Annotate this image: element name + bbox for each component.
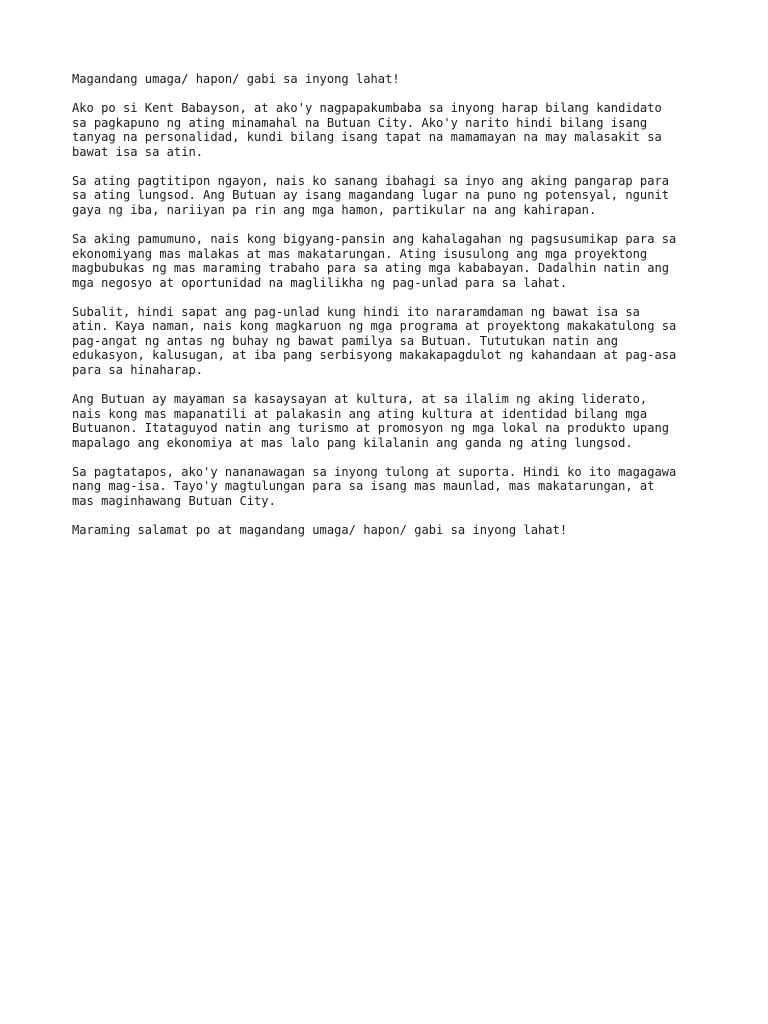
- paragraph-vision: Sa ating pagtitipon ngayon, nais ko sanang ibahagi sa inyo ang aking pangarap para sa ating lungsod. Ang Butuan ay isang magandang lugar na puno ng potensyal, ngunit gaya ng iba, nariiyan pa rin ang mga hamon, partikular na ang kahirapan.: [72, 173, 670, 217]
- paragraph-social-services: Subalit, hindi sapat ang pag-unlad kung hindi ito nararamdaman ng bawat isa sa atin. Kaya naman, nais kong magkaruon ng mga programa at proyektong makakatulong sa pag-angat ng antas ng buhay ng bawat pamilya sa Butuan. Tututukan natin ang edukasyon, kalusugan, at iba pang serbisyong makakapagdulot ng kahandaan at pag-asa para sa hinaharap.: [72, 304, 677, 378]
- closing-line: Maraming salamat po at magandang umaga/ hapon/ gabi sa inyong lahat!: [72, 522, 568, 537]
- paragraph-culture: Ang Butuan ay mayaman sa kasaysayan at kultura, at sa ilalim ng aking liderato, nais kong mas mapanatili at palakasin ang ating kultura at identidad bilang mga Butuanon. Itataguyod natin ang turismo at promosyon ng mga lokal na produkto upang mapalago ang ekonomiya at mas lalo pang kilalanin ang ganda ng ating lungsod.: [72, 392, 670, 450]
- greeting-line: Magandang umaga/ hapon/ gabi sa inyong lahat!: [72, 72, 400, 86]
- paragraph-call-to-action: Sa pagtatapos, ako'y nananawagan sa inyong tulong at suporta. Hindi ko ito magagawa nang mag-isa. Tayo'y magtulungan para sa isang mas maunlad, mas makatarungan, at mas maginhawang Butuan City.: [72, 464, 677, 508]
- paragraph-economy: Sa aking pamumuno, nais kong bigyang-pansin ang kahalagahan ng pagsusumikap para sa ekonomiyang mas malakas at mas makatarungan. Ating isusulong ang mga proyektong magbubukas ng mas maraming trabaho para sa ating mga kababayan. Dadalhin natin ang mga negosyo at oportunidad na maglilikha ng pag-unlad para sa lahat.: [72, 231, 677, 290]
- paragraph-introduction: Ako po si Kent Babayson, at ako'y nagpapakumbaba sa inyong harap bilang kandidato sa pagkapuno ng ating minamahal na Butuan City. Ako'y narito hindi bilang isang tanyag na personalidad, kundi bilang isang tapat na mamamayan na may malasakit sa bawat isa sa atin.: [72, 100, 662, 159]
- document-page: [72, 72, 712, 552]
